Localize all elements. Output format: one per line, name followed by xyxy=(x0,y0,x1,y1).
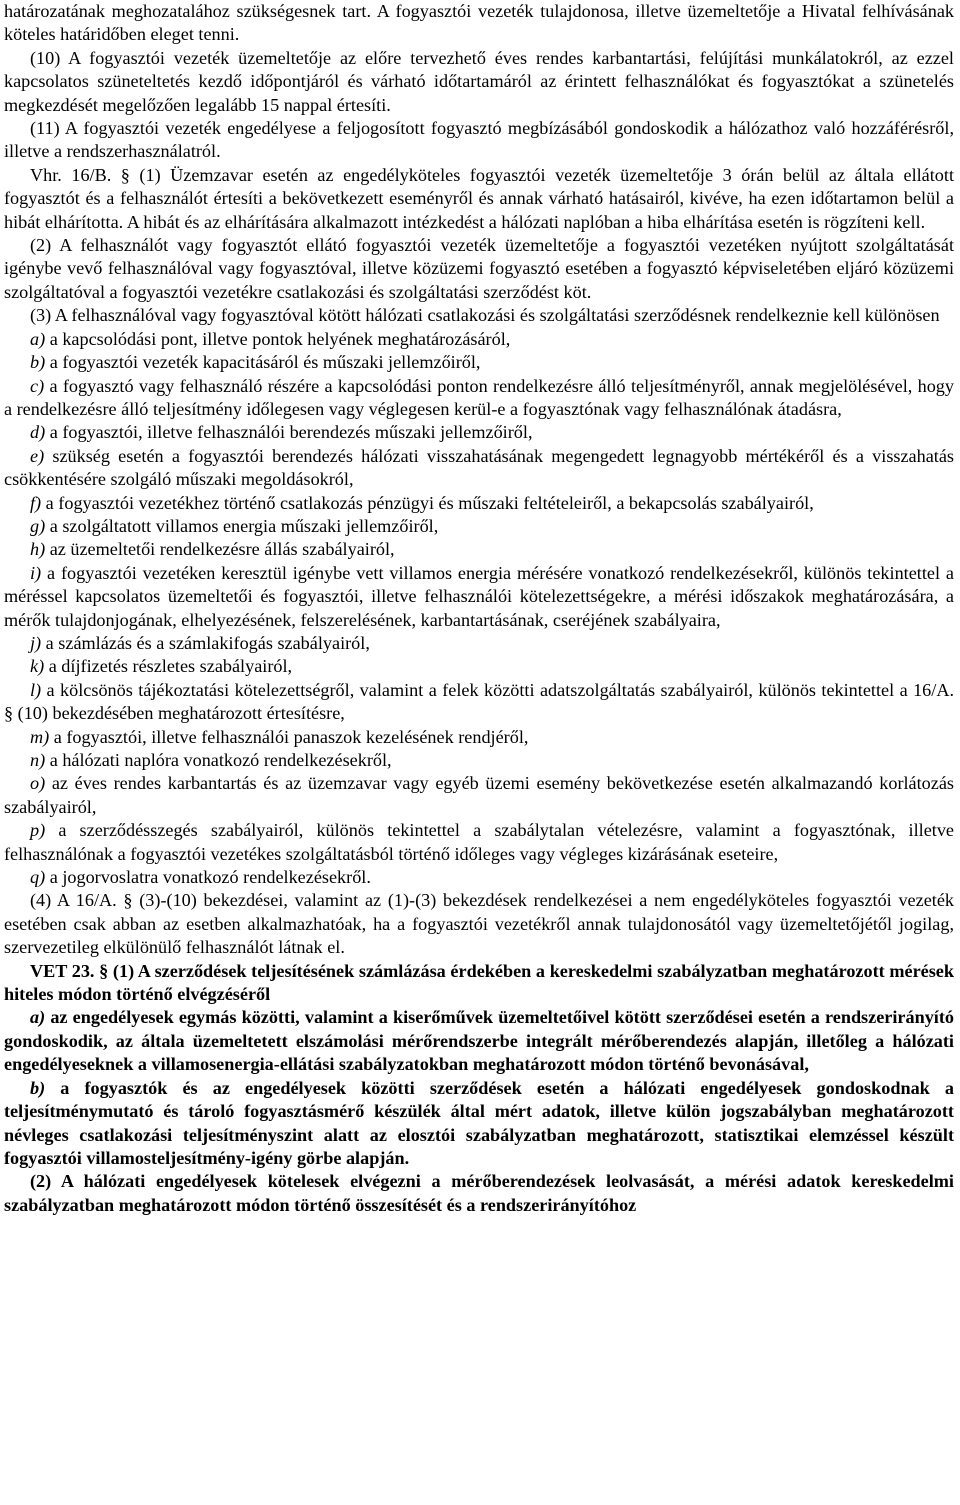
list-item-m: m) a fogyasztói, illetve felhasználói panaszok kezelésének rendjéről, xyxy=(30,726,529,747)
paragraph-2: (2) A felhasználót vagy fogyasztót ellátó fogyasztói vezeték üzemeltetője a fogyasztói vezetéken nyújtott szolgáltatását igénybe vevő felhasználóval vagy fogyasztóval, illetve közüzemi fogyasztó esetében a fogyasztó képviseletében eljáró közüzemi szolgáltatóval a fogyasztói vezetékre csatlakozási és szolgáltatási szerződést köt. xyxy=(4,235,954,302)
list-item-n: n) a hálózati naplóra vonatkozó rendelkezésekről, xyxy=(30,750,392,770)
bold-list-item-b: b) a fogyasztók és az engedélyesek közötti szerződések esetén a hálózati engedélyesek gondoskodnak a teljesítménymutató és tároló fogyasztásmérő készülék által mért adatok, illetve külön jogszabályban meghatározott névleges csatlakozási teljesítményszint alatt az elosztói szabályzatban meghatározott, statisztikai elemzéssel készült fogyasztói villamosteljesítmény-igény görbe alapján. xyxy=(4,1077,954,1168)
paragraph-vet-23-2: (2) A hálózati engedélyesek kötelesek elvégezni a mérőberendezések leolvasását, a mérési adatok kereskedelmi szabályzatban meghatározott módon történő összesítését és a rendszerirányítóhoz xyxy=(4,1171,954,1215)
paragraph-vet-23-1: VET 23. § (1) A szerződések teljesítésének számlázása érdekében a kereskedelmi szabályzatban meghatározott mérések hiteles módon történő elvégzéséről xyxy=(4,960,954,1005)
list-item-e: e) szükség esetén a fogyasztói berendezés hálózati visszahatásának megengedett legnagyobb mértékéről és a visszahatás csökkentésére szolgáló műszaki megoldásokról, xyxy=(4,445,954,490)
list-item-p: p) a szerződésszegés szabályairól, különös tekintettel a szabálytalan vételezésre, valamint a fogyasztónak, illetve felhasználónak a fogyasztói vezetékes szolgáltatásból történő időleges vagy végleges kizárásának eseteire, xyxy=(4,820,954,864)
paragraph-4: (4) A 16/A. § (3)-(10) bekezdései, valamint az (1)-(3) bekezdések rendelkezései a nem engedélyköteles fogyasztói vezeték esetében csak abban az esetben alkalmazhatóak, ha a fogyasztói vezetékről annak tulajdonosától vagy üzemeltetőjétől jogilag, szervezetileg elkülönülő felhasználót látnak el. xyxy=(4,890,954,958)
list-item-d: d) a fogyasztói, illetve felhasználói berendezés műszaki jellemzőiről, xyxy=(30,422,533,443)
document-page xyxy=(4,0,954,1217)
list-item-a: a) a kapcsolódási pont, illetve pontok helyének meghatározásáról, xyxy=(30,328,511,349)
list-item-b: b) a fogyasztói vezeték kapacitásáról és műszaki jellemzőiről, xyxy=(30,352,481,373)
paragraph-11: (11) A fogyasztói vezeték engedélyese a feljogosított fogyasztó megbízásából gondoskodik a hálózathoz való hozzáférésről, illetve a rendszerhasználatról. xyxy=(4,118,954,162)
list-item-c: c) a fogyasztó vagy felhasználó részére a kapcsolódási ponton rendelkezésre álló teljesítményről, annak megjelölésével, hogy a rendelkezésre álló teljesítmény időlegesen vagy véglegesen kerül-e a fogyasztónak vagy felhasználónak átadásra, xyxy=(4,375,954,419)
paragraph-vhr-16b-1: Vhr. 16/B. § (1) Üzemzavar esetén az engedélyköteles fogyasztói vezeték üzemeltetője 3 órán belül az általa ellátott fogyasztót és a felhasználót értesíti a bekövetkezett eseményről és annak várható hatásairól, kivéve, ha ezen időtartamon belül a hibát elhárította. A hibát és az elhárítására alkalmazott intézkedést a hálózati naplóban a hiba elhárítása esetén is rögzíteni kell. xyxy=(4,164,954,232)
list-item-i: i) a fogyasztói vezetéken keresztül igénybe vett villamos energia mérésére vonatkozó rendelkezésekről, különös tekintettel a méréssel kapcsolatos üzemeltetői és fogyasztói, illetve felhasználói kötelezettségekre, a mérési időszakok meghatározására, a mérők tulajdonjogának, elhelyezésének, felszerelésének, karbantartásának, cseréjének szabályaira, xyxy=(4,562,954,630)
list-item-o: o) az éves rendes karbantartás és az üzemzavar vagy egyéb üzemi esemény bekövetkezése esetén alkalmazandó korlátozás szabályairól, xyxy=(4,773,954,817)
list-item-q: q) a jogorvoslatra vonatkozó rendelkezésekről. xyxy=(30,867,371,888)
list-item-k: k) a díjfizetés részletes szabályairól, xyxy=(30,656,293,677)
bold-list-item-a: a) az engedélyesek egymás közötti, valamint a kiserőművek üzemeltetőivel kötött szerződései esetén a rendszerirányító gondoskodik, az általa üzemeltetett elszámolási mérőrendszerbe integrált mérőberendezés alapján, illetőleg a hálózati engedélyeseknek a villamosenergia-ellátási szabályzatokban meghatározott módon történő bevonásával, xyxy=(4,1007,954,1075)
list-item-l: l) a kölcsönös tájékoztatási kötelezettségről, valamint a felek közötti adatszolgáltatás szabályairól, különös tekintettel a 16/A. § (10) bekezdésében meghatározott értesítésre, xyxy=(4,679,954,724)
list-item-h: h) az üzemeltetői rendelkezésre állás szabályairól, xyxy=(30,539,395,560)
paragraph-10: (10) A fogyasztói vezeték üzemeltetője az előre tervezhető éves rendes karbantartási, felújítási munkálatokról, az ezzel kapcsolatos szüneteltetés kezdő időpontjáról és várható időtartamáról az érintett felhasználókat és fogyasztókat a szünetelés megkezdését megelőzően legalább 15 nappal értesíti. xyxy=(4,47,954,115)
paragraph-continuation: határozatának meghozatalához szükségesnek tart. A fogyasztói vezeték tulajdonosa, illetve üzemeltetője a Hivatal felhívásának köteles határidőben eleget tenni. xyxy=(4,1,954,45)
list-item-g: g) a szolgáltatott villamos energia műszaki jellemzőiről, xyxy=(30,515,439,536)
list-item-j: j) a számlázás és a számlakifogás szabályairól, xyxy=(30,632,370,653)
list-item-f: f) a fogyasztói vezetékhez történő csatlakozás pénzügyi és műszaki feltételeiről, a bekapcsolás szabályairól, xyxy=(30,492,814,513)
paragraph-3: (3) A felhasználóval vagy fogyasztóval kötött hálózati csatlakozási és szolgáltatási szerződésnek rendelkeznie kell különösen xyxy=(30,305,940,326)
